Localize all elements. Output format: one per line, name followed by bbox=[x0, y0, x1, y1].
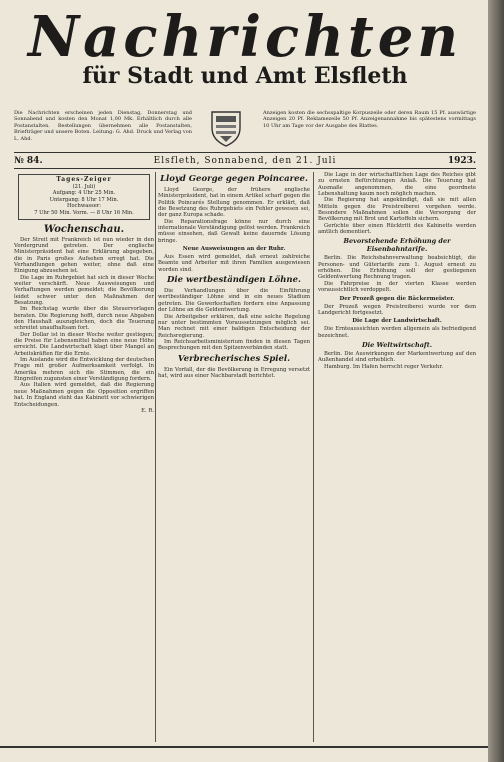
weather-line: Aufgang: 4 Uhr 25 Min. bbox=[52, 190, 116, 197]
article-paragraph: Hamburg. Im Hafen herrscht reger Verkehr. bbox=[324, 363, 443, 370]
masthead bbox=[14, 6, 476, 88]
divider bbox=[14, 168, 476, 169]
article-paragraph: Die Lage im Ruhrgebiet hat sich in dieser Woche weiter verschärft. Neue Ausweisungen und Verhaftungen werden gemeldet; die Bevölkerung leidet schwer unter den Maßnahmen der Besatzung. bbox=[14, 274, 154, 306]
article-subheading: Die Lage der Landwirtschaft. bbox=[352, 318, 442, 325]
article-paragraph: Im Reichsarbeitsministerium finden in diesen Tagen Besprechungen mit den Spitzenverbänden statt. bbox=[158, 338, 310, 352]
article-paragraph: Aus Essen wird gemeldet, daß erneut zahlreiche Beamte und Arbeiter mit ihren Familien ausgewiesen worden sind. bbox=[158, 254, 310, 273]
weather-line: Untergang: 8 Uhr 17 Min. bbox=[49, 196, 119, 203]
article-paragraph: Gerüchte über einen Rücktritt des Kabinetts werden amtlich dementiert. bbox=[318, 222, 476, 236]
advertising-info: Anzeigen kosten die sechsspaltige Korpuszeile oder deren Raum 15 Pf. auswärtige Anzeigen 20 Pf. Reklamezeile 50 Pf. Anzeigenannahme bis spätestens vormittags 10 Uhr am Tage vor der Ausgabe des Blattes. bbox=[263, 110, 476, 129]
article-paragraph: Die Ernteaussichten werden allgemein als befriedigend bezeichnet. bbox=[318, 326, 476, 339]
weather-line: 7 Uhr 50 Min. Vorm. — 8 Uhr 16 Min. bbox=[34, 209, 134, 216]
divider bbox=[14, 152, 476, 153]
left-column bbox=[14, 172, 154, 727]
newspaper-subtitle: für Stadt und Amt Elsfleth bbox=[82, 63, 408, 89]
issue-number: № 84. bbox=[14, 156, 43, 166]
issue-year: 1923. bbox=[447, 156, 476, 166]
weather-box bbox=[18, 174, 150, 220]
coat-of-arms-icon bbox=[208, 108, 244, 148]
article-paragraph: Die Reparationsfrage könne nur durch eine internationale Verständigung gelöst werden. Frankreich müsse einsehen, daß Gewalt keine dauernde Lösung bringe. bbox=[158, 218, 310, 244]
article-paragraph: Die Fahrpreise in der vierten Klasse werden voraussichtlich verdoppelt. bbox=[318, 280, 476, 294]
article-paragraph: Der Prozeß wegen Preistreiberei wurde vor dem Landgericht fortgesetzt. bbox=[318, 303, 476, 316]
page-edge bbox=[488, 0, 504, 762]
article-paragraph: Im Reichstag wurde über die Steuervorlagen beraten. Die Regierung hofft, durch neue Abgaben den Haushalt auszugleichen, doch die Teuerung schreitet unaufhaltsam fort. bbox=[14, 306, 154, 332]
right-column bbox=[318, 172, 476, 752]
article-heading: Die Weltwirtschaft. bbox=[362, 340, 432, 349]
bottom-border bbox=[0, 746, 488, 748]
newspaper-title: Nachrichten bbox=[27, 4, 463, 70]
author-signature: E. R. bbox=[141, 407, 154, 414]
article-paragraph: Berlin. Die Auswirkungen der Markentwertung auf den Außenhandel sind erheblich. bbox=[318, 350, 476, 364]
article-paragraph: Die Lage in der wirtschaftlichen Lage des Reiches gibt zu ernsten Befürchtungen Anlaß. Die Teuerung hat Ausmaße angenommen, die eine geordnete Lebenshaltung kaum noch möglich machen. bbox=[318, 172, 476, 198]
article-heading: Die wertbeständigen Löhne. bbox=[167, 275, 301, 286]
column-divider bbox=[155, 172, 156, 742]
issue-date: Elsfleth, Sonnabend, den 21. Juli bbox=[153, 156, 337, 166]
article-paragraph: Ein Vorfall, der die Bevölkerung in Erregung versetzt hat, wird aus einer Nachbarstadt berichtet. bbox=[158, 366, 310, 379]
article-paragraph: Lloyd George, der frühere englische Ministerpräsident, hat in einem Artikel scharf gegen die Politik Poincarés Stellung genommen. Er erklärt, daß die Besetzung des Ruhrgebiets ein Fehler gewesen sei, der ganz Europa schade. bbox=[158, 187, 310, 219]
article-paragraph: Die Regierung hat angekündigt, daß sie mit allen Mitteln gegen die Preistreiberei vorgehen werde. Besondere Maßnahmen sollen die Versorgung der Bevölkerung mit Brot und Kartoffeln sichern. bbox=[318, 197, 476, 223]
subscription-info: Die Nachrichten erscheinen jeden Dienstag, Donnerstag und Sonnabend und kosten den Monat 1,00 Mk. Erhältlich durch alle Postanstalten. Bestellungen übernehmen alle Postanstalten, Briefträger und unsere Boten. Leitung: G. Ahd. Druck und Verlag von L. Ahd. bbox=[14, 110, 192, 142]
article-heading: Bevorstehende Erhöhung der Eisenbahntarife. bbox=[343, 237, 451, 254]
weather-line: (21. Juli) bbox=[72, 183, 96, 190]
article-subheading: Der Prozeß gegen die Bäckermeister. bbox=[339, 295, 455, 302]
article-heading: Verbrecherisches Spiel. bbox=[177, 353, 291, 364]
article-paragraph: Berlin. Die Reichsbahnverwaltung beabsichtigt, die Personen- und Gütertarife zum 1. August erneut zu erhöhen. Die Erhöhung soll der gestiegenen Geldentwertung Rechnung tragen. bbox=[318, 255, 476, 281]
article-paragraph: Aus Italien wird gemeldet, daß die Regierung neue Maßnahmen gegen die Opposition ergriffen hat. In England steht das Kabinett vor schwierigen Entscheidungen. bbox=[14, 382, 154, 408]
article-paragraph: Die Verhandlungen über die Einführung wertbeständiger Löhne sind in ein neues Stadium getreten. Die Gewerkschaften fordern eine Anpassung der Löhne an die Geldentwertung. bbox=[158, 288, 310, 314]
article-paragraph: Der Streit mit Frankreich ist nun wieder in den Vordergrund getreten. Der englische Ministerpräsident hat eine Erklärung abgegeben, die in Paris großes Aufsehen erregt hat. Die Verhandlungen gehen weiter, ohne daß eine Einigung abzusehen ist. bbox=[14, 236, 154, 275]
weather-title: Tages-Zeiger bbox=[56, 176, 112, 183]
column-divider bbox=[313, 172, 314, 742]
article-paragraph: Die Arbeitgeber erklären, daß eine solche Regelung nur unter bestimmten Voraussetzungen möglich sei. Man rechnet mit einer baldigen Entscheidung der Reichsregierung. bbox=[158, 313, 310, 339]
article-paragraph: Im Auslande wird die Entwicklung der deutschen Frage mit großer Aufmerksamkeit verfolgt. In Amerika mehren sich die Stimmen, die ein Eingreifen zugunsten einer Verständigung fordern. bbox=[14, 357, 154, 383]
article-paragraph: Der Dollar ist in dieser Woche weiter gestiegen; die Preise für Lebensmittel haben eine neue Höhe erreicht. Die Landwirtschaft klagt über Mangel an Arbeitskräften für die Ernte. bbox=[14, 331, 154, 357]
middle-column bbox=[158, 172, 310, 752]
article-subheading: Neue Ausweisungen an der Ruhr. bbox=[182, 246, 286, 253]
article-heading: Lloyd George gegen Poincaree. bbox=[160, 174, 308, 184]
weather-line: Hochwasser: bbox=[66, 203, 102, 210]
section-heading: Wochenschau. bbox=[43, 223, 125, 235]
